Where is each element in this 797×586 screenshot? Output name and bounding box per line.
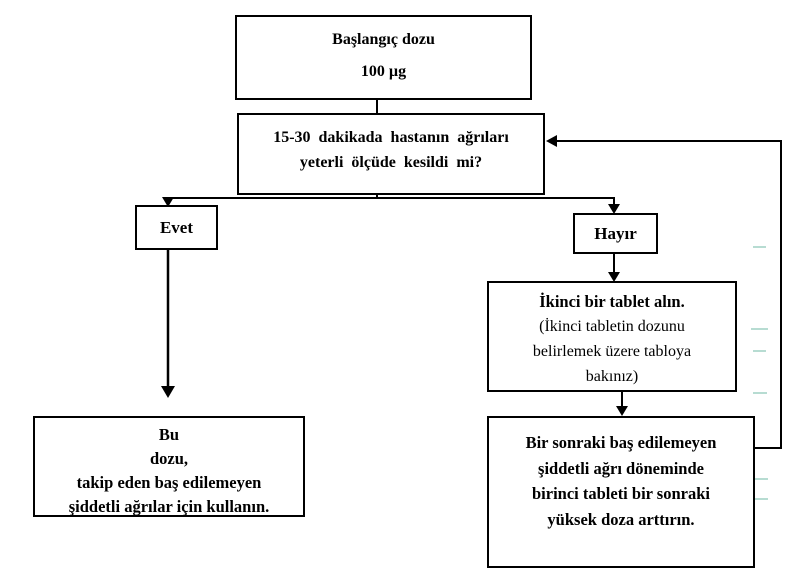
second-tablet-note-2: belirlemek üzere tabloya bbox=[532, 343, 692, 360]
question-line-2: yeterli ölçüde kesildi mi? bbox=[299, 154, 483, 171]
use-dose-line-3: takip eden baş edilemeyen bbox=[76, 473, 262, 492]
second-tablet-note-1: (İkinci tabletin dozunu bbox=[539, 318, 685, 335]
start-dose-box bbox=[235, 15, 532, 100]
second-tablet-box bbox=[487, 281, 737, 392]
start-dose-title: Başlangıç dozu bbox=[332, 31, 435, 48]
question-line-1: 15-30 dakikada hastanın ağrıları bbox=[273, 129, 509, 146]
increase-dose-line-3: birinci tableti bir sonraki bbox=[531, 484, 710, 503]
yes-label: Evet bbox=[159, 217, 194, 237]
second-tablet-note-3: bakınız) bbox=[585, 368, 639, 385]
no-box bbox=[573, 213, 658, 254]
use-dose-line-4: şiddetli ağrılar için kullanın. bbox=[68, 497, 270, 516]
pain-relief-question-box bbox=[237, 113, 545, 195]
no-label: Hayır bbox=[594, 223, 637, 243]
increase-dose-line-2: şiddetli ağrı döneminde bbox=[538, 458, 704, 478]
use-dose-line-2: dozu, bbox=[149, 449, 189, 468]
start-dose-value: 100 µg bbox=[360, 63, 407, 80]
increase-dose-line-1: Bir sonraki baş edilemeyen bbox=[525, 433, 717, 452]
second-tablet-heading: İkinci bir tablet alın. bbox=[539, 292, 685, 311]
yes-box bbox=[135, 205, 218, 250]
use-dose-box bbox=[33, 416, 305, 517]
increase-dose-box bbox=[487, 416, 755, 568]
increase-dose-line-4: yüksek doza arttırın. bbox=[547, 509, 695, 529]
arrowhead-feedback bbox=[546, 135, 557, 147]
use-dose-line-1: Bu bbox=[158, 425, 180, 444]
